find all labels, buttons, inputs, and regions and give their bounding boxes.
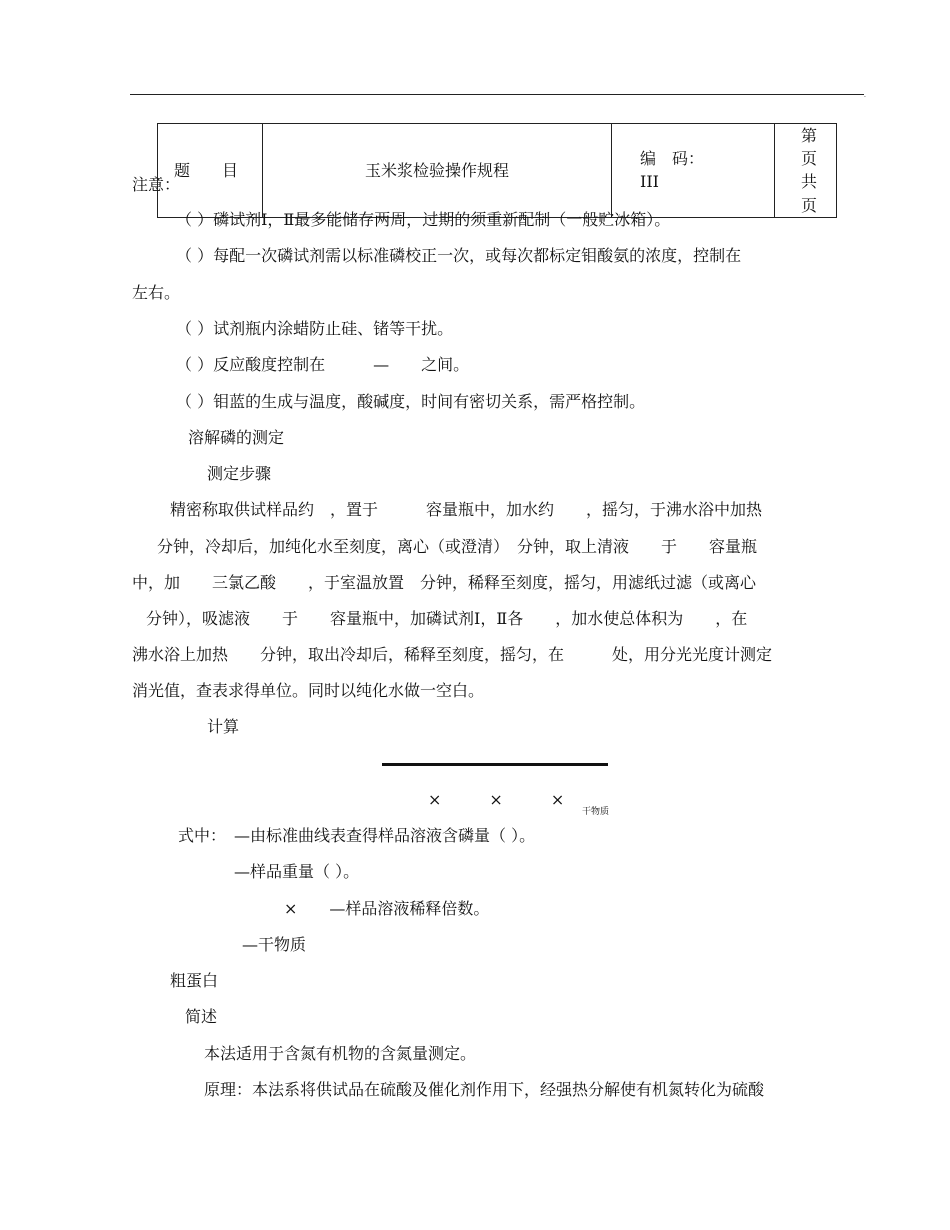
section-heading: 溶解磷的测定: [188, 428, 285, 447]
procedure-line: 分钟），吸滤液 于 容量瓶中，加磷试剂Ⅰ，Ⅱ各 ，加水使总体积为 ，在: [146, 609, 748, 628]
variable-definition: —样品重量（ ）。: [234, 862, 360, 881]
subject-label: 题 目: [174, 160, 239, 180]
fraction-bar: [382, 763, 608, 766]
section-heading: 粗蛋白: [170, 971, 219, 990]
code-label: 编 码：: [640, 149, 705, 169]
document-header-table: [157, 123, 850, 218]
variable-definition: 式中： —由标准曲线表查得样品溶液含磷量（ ）。: [178, 826, 536, 845]
document-title: 玉米浆检验操作规程: [364, 160, 509, 180]
procedure-line: 中，加 三氯乙酸 ，于室温放置 分钟，稀释至刻度，摇匀，用滤纸过滤（或离心: [132, 573, 757, 592]
variable-definition: × —样品溶液稀释倍数。: [284, 899, 490, 918]
subsection-heading: 计算: [207, 717, 240, 736]
page-number-label: 第 页: [801, 126, 850, 169]
procedure-line: 沸水浴上加热 分钟，取出冷却后，稀释至刻度，摇匀，在 处，用分光光度计测定: [132, 645, 773, 664]
header-cell-label: [158, 124, 263, 218]
paragraph-line: 本法适用于含氮有机物的含氮量测定。: [204, 1044, 477, 1063]
note-item: （ ）钼蓝的生成与温度，酸碱度，时间有密切关系，需严格控制。: [176, 392, 646, 411]
header-rule: [130, 94, 864, 95]
header-cell-code: [612, 124, 775, 218]
subsection-heading: 测定步骤: [207, 464, 272, 483]
header-cell-page: [775, 124, 850, 218]
note-item: （ ）磷试剂Ⅰ，Ⅱ最多能储存两周，过期的须重新配制（一般贮冰箱）。: [176, 210, 671, 229]
subsection-heading: 简述: [185, 1007, 218, 1026]
paragraph-line: 原理：本法系将供试品在硫酸及催化剂作用下，经强热分解使有机氮转化为硫酸: [204, 1080, 765, 1099]
page-total-label: 共 页: [801, 172, 850, 215]
header-cell-title: [263, 124, 612, 218]
procedure-line: 消光值，查表求得单位。同时以纯化水做一空白。: [132, 681, 485, 700]
note-item: （ ）反应酸度控制在 — 之间。: [176, 355, 470, 374]
rule-end-mark: .: [864, 92, 866, 99]
note-item: （ ）试剂瓶内涂蜡防止硅、锗等干扰。: [176, 319, 454, 338]
formula-subscript: 干物质: [582, 807, 610, 817]
variable-definition: —干物质: [242, 935, 307, 954]
formula-denominator: × × ×: [428, 790, 565, 809]
note-item: （ ）每配一次磷试剂需以标准磷校正一次，或每次都标定钼酸氨的浓度，控制在: [176, 246, 742, 265]
note-item-continuation: 左右。: [132, 283, 181, 302]
procedure-line: 分钟，冷却后，加纯化水至刻度，离心（或澄清） 分钟，取上清液 于 容量瓶: [157, 537, 758, 556]
procedure-line: 精密称取供试样品约 ，置于 容量瓶中，加水约 ，摇匀，于沸水浴中加热: [170, 500, 763, 519]
code-value: III: [640, 172, 659, 192]
notes-heading: 注意：: [132, 175, 181, 194]
